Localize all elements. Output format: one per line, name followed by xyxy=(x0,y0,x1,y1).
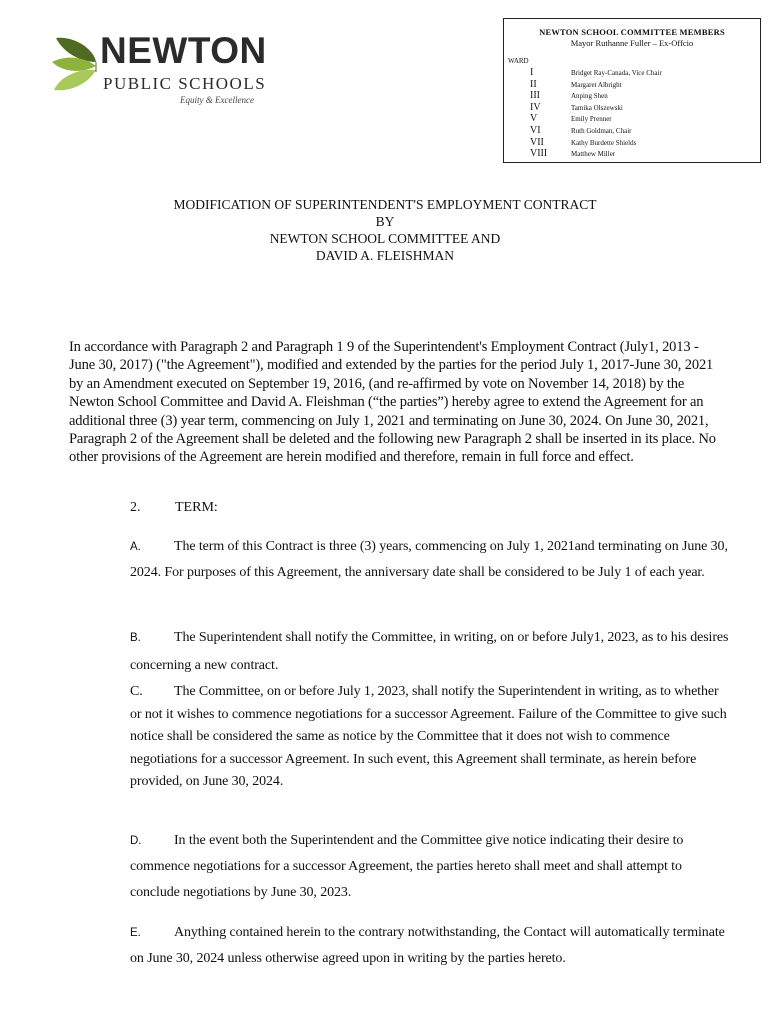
heading-line: DAVID A. FLEISHMAN xyxy=(315,248,455,263)
heading-line: BY xyxy=(375,214,395,229)
ward-row xyxy=(504,67,760,79)
ward-row xyxy=(504,125,760,137)
committee-mayor: Mayor Ruthanne Fuller – Ex-Offcio xyxy=(570,38,694,48)
term-paragraph-a xyxy=(130,534,730,586)
paragraph-letter: B. xyxy=(130,632,141,644)
paragraph-text: The term of this Contract is three (3) years, commencing on July 1, 2021and terminating on June 30, 2024. For purposes of this Agreement, the anniversary date shall be considered to be July 1 of each year. xyxy=(130,539,728,580)
member-name: Margaret Albright xyxy=(571,81,622,89)
committee-members-box xyxy=(503,18,761,163)
term-paragraph-b xyxy=(130,624,730,679)
committee-title: NEWTON SCHOOL COMMITTEE MEMBERS xyxy=(539,27,725,37)
paragraph-letter: C. xyxy=(130,684,143,699)
term-paragraph-e xyxy=(130,920,730,972)
ward-number: III xyxy=(530,90,540,101)
ward-label: WARD xyxy=(508,57,529,65)
term-number: 2. xyxy=(130,500,141,515)
term-paragraph-c xyxy=(130,681,730,794)
ward-row xyxy=(504,90,760,102)
ward-row xyxy=(504,113,760,125)
paragraph-letter: E. xyxy=(130,927,141,939)
member-name: Emily Prenner xyxy=(571,115,612,123)
heading-line: NEWTON SCHOOL COMMITTEE AND xyxy=(269,231,501,246)
member-name: Bridget Ray-Canada, Vice Chair xyxy=(571,69,662,77)
ward-row xyxy=(504,148,760,160)
member-name: Tamika Olszewski xyxy=(571,104,623,112)
paragraph-letter: D. xyxy=(130,835,142,847)
paragraph-text: The Committee, on or before July 1, 2023, shall notify the Superintendent in writing, as to whether or not it wishes to commence negotiations for a successor Agreement. Failure of the Committee to give such notice shall be considered the same as notice by the Committee that it does not wish to commence negotiations for a successor Agreement. In such event, this Agreement shall terminate, as herein before provided, on June 30, 2024. xyxy=(130,684,727,789)
ward-number: VI xyxy=(530,125,541,136)
paragraph-text: The Superintendent shall notify the Committee, in writing, on or before July1, 2023, as to his desires concerning a new contract. xyxy=(130,630,729,673)
term-label: TERM: xyxy=(175,500,218,515)
ward-number: VIII xyxy=(530,148,548,159)
logo-tagline: Equity & Excellence xyxy=(180,95,254,105)
heading-line: MODIFICATION OF SUPERINTENDENT'S EMPLOYMENT CONTRACT xyxy=(173,197,597,212)
member-name: Matthew Miller xyxy=(571,150,616,158)
paragraph-text: Anything contained herein to the contrary notwithstanding, the Contact will automatically terminate on June 30, 2024 unless otherwise agreed upon in writing by the parties hereto. xyxy=(130,925,725,966)
newton-logo xyxy=(50,32,270,112)
member-name: Anping Shen xyxy=(571,92,608,100)
member-name: Kathy Burdette Shields xyxy=(571,139,637,147)
term-paragraph-d xyxy=(130,828,730,906)
paragraph-text: In the event both the Superintendent and the Committee give notice indicating their desire to commence negotiations for a successor Agreement, the parties hereto shall meet and shall attempt to conclude negotiations by June 30, 2023. xyxy=(130,833,684,900)
ward-number: I xyxy=(530,67,534,78)
ward-number: IV xyxy=(530,102,541,113)
logo-subtitle: PUBLIC SCHOOLS xyxy=(103,74,267,93)
ward-number: V xyxy=(530,113,538,124)
paragraph-letter: A. xyxy=(130,541,141,553)
member-name: Ruth Goldman, Chair xyxy=(571,127,632,135)
leaf-icon xyxy=(50,32,102,104)
ward-number: VII xyxy=(530,137,544,148)
logo-name: NEWTON xyxy=(100,30,267,71)
ward-number: II xyxy=(530,79,537,90)
intro-paragraph: In accordance with Paragraph 2 and Paragraph 1 9 of the Superintendent's Employment Contract (July1, 2013 - June 30, 2017) ("the Agreement"), modified and extended by the parties for the period July 1, 2017-June 30, 2021 by an Amendment executed on September 19, 2016, (and re-affirmed by vote on November 14, 2018) by the Newton School Committee and David A. Fleishman (“the parties”) hereby agree to extend the Agreement for an additional three (3) year term, commencing on July 1, 2021 and terminating on June 30, 2024. On June 30, 2021, Paragraph 2 of the Agreement shall be deleted and the following new Paragraph 2 shall be inserted in its place. No other provisions of the Agreement are herein modified and therefore, remain in full force and effect. xyxy=(69,339,716,466)
document-heading xyxy=(0,196,770,264)
